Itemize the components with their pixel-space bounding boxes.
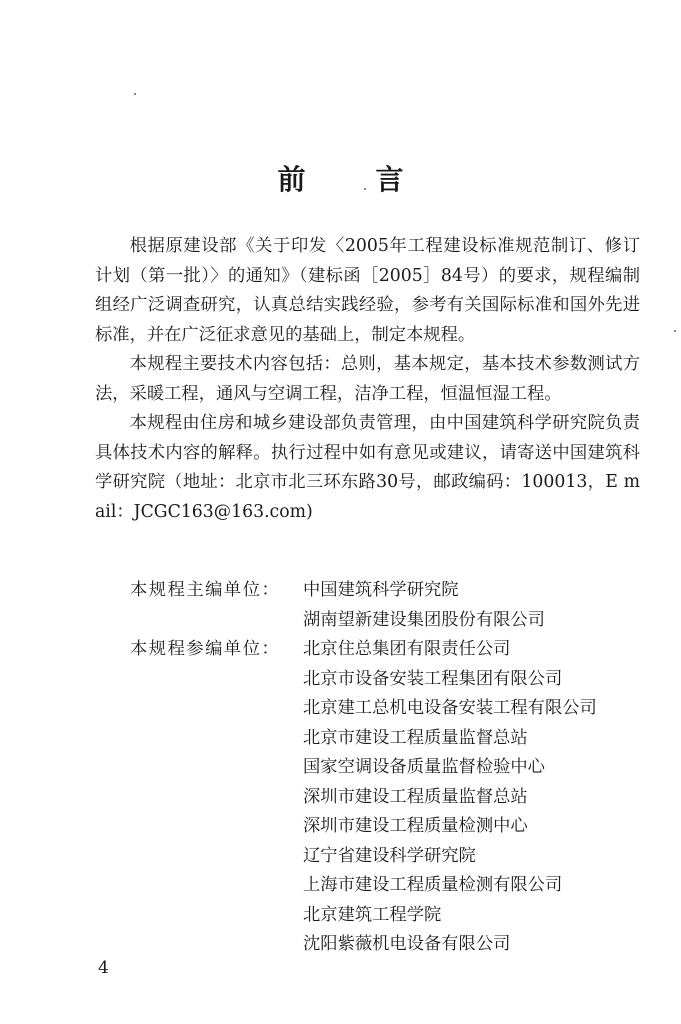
unit-item: 湖南望新建设集团股份有限公司 [303, 609, 545, 630]
units-section [95, 576, 655, 960]
participating-units-list [303, 635, 597, 960]
unit-item: 北京住总集团有限责任公司 [303, 639, 511, 659]
participating-units-label: 本规程参编单位： [130, 639, 281, 659]
page-number: 4 [98, 958, 109, 978]
scan-speck [674, 330, 676, 332]
unit-item: 深圳市建设工程质量检测中心 [303, 816, 528, 836]
body-text [95, 232, 640, 527]
unit-item: 北京建筑工程学院 [303, 904, 442, 925]
unit-item: 上海市建设工程质量检测有限公司 [303, 875, 563, 895]
unit-item: 沈阳紫薇机电设备有限公司 [303, 934, 511, 954]
unit-item: 中国建筑科学研究院 [303, 580, 459, 600]
unit-item: 辽宁省建设科学研究院 [303, 845, 476, 866]
chief-units-label: 本规程主编单位： [130, 580, 281, 600]
unit-item: 深圳市建设工程质量监督总站 [303, 786, 528, 807]
chief-units [95, 576, 655, 635]
chief-units-list [303, 576, 545, 635]
unit-item: 国家空调设备质量监督检验中心 [303, 757, 545, 777]
title-char-2: 言 [375, 163, 404, 196]
scan-speck [134, 93, 136, 95]
paragraph-contents: 本规程主要技术内容包括：总则，基本规定，基本技术参数测试方法，采暖工程，通风与空调工程，洁净工程，恒温恒湿工程。 [95, 354, 640, 404]
unit-item: 北京市设备安装工程集团有限公司 [303, 668, 563, 689]
participating-units [95, 635, 655, 960]
title-char-1: 前 [277, 163, 306, 196]
unit-item: 北京建工总机电设备安装工程有限公司 [303, 698, 597, 718]
page-title [0, 158, 681, 198]
unit-item: 北京市建设工程质量监督总站 [303, 727, 528, 748]
paragraph-background: 根据原建设部《关于印发〈2005年工程建设标准规范制订、修订计划（第一批）〉的通知》（建标函［2005］84号）的要求，规程编制组经广泛调查研究，认真总结实践经验，参考有关国际标准和国外先进标准，并在广泛征求意见的基础上，制定本规程。 [95, 236, 640, 345]
paragraph-management: 本规程由住房和城乡建设部负责管理，由中国建筑科学研究院负责具体技术内容的解释。执行过程中如有意见或建议，请寄送中国建筑科学研究院（地址：北京市北三环东路30号，邮政编码：100013，E mail：JCGC163@163.com) [95, 413, 640, 522]
